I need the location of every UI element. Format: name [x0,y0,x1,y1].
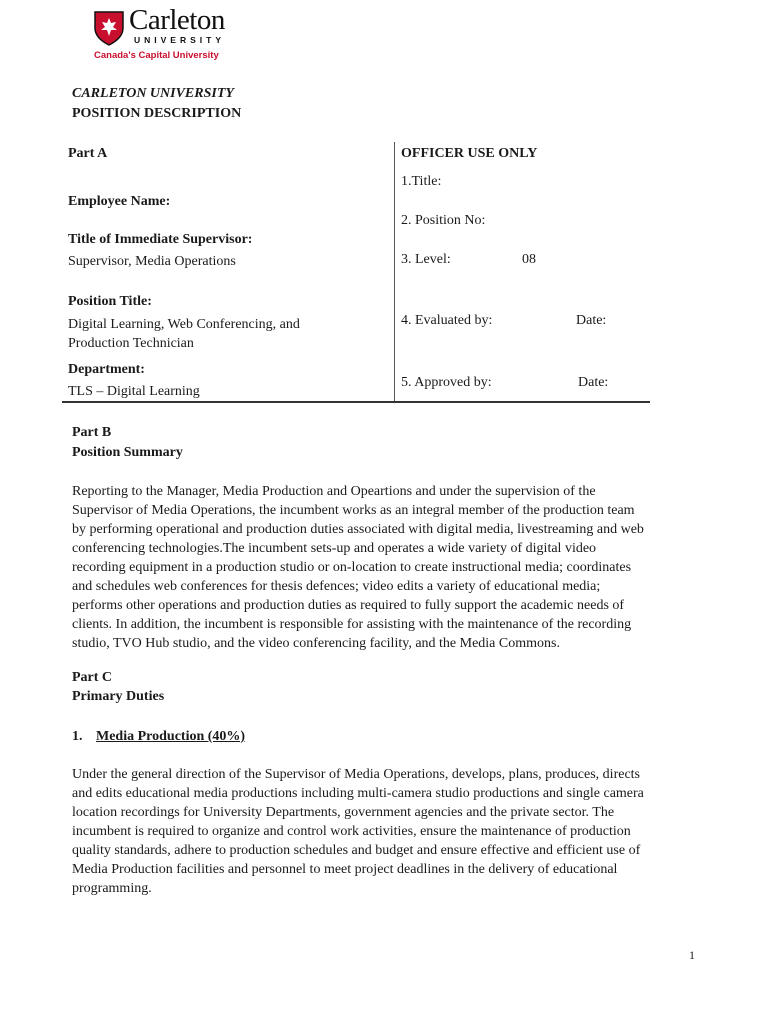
primary-duties-heading: Primary Duties [72,689,165,704]
duty-title: Media Production (40%) [96,729,246,744]
doc-title: POSITION DESCRIPTION [72,106,242,121]
column-divider [394,142,395,401]
duty-line: Media Production facilities and personnel to meet project deadlines in the delivery of educational [72,862,618,877]
carleton-shield-logo-icon [93,10,125,46]
summary-line: performs other operations and production duties as required to fully support the academic needs of [72,598,625,613]
duty-line: incumbent is required to organize and control work activities, ensure the maintenance of production [72,824,631,839]
logo-wordmark: Carleton [129,4,225,36]
employee-name-label: Employee Name: [68,194,171,209]
position-title-label: Position Title: [68,294,152,309]
officer-approved-label: 5. Approved by: [401,375,492,390]
position-summary-heading: Position Summary [72,445,183,460]
summary-line: conferencing technologies.The incumbent sets-up and operates a wide variety of digital video [72,541,597,556]
duty-line: Under the general direction of the Supervisor of Media Operations, develops, plans, produces, directs [72,767,640,782]
officer-level-value: 08 [522,252,536,267]
department-label: Department: [68,362,145,377]
officer-use-heading: OFFICER USE ONLY [401,146,538,161]
officer-level-label: 3. Level: [401,252,451,267]
position-title-line2: Production Technician [68,336,194,351]
page-number: 1 [689,948,695,962]
summary-line: Reporting to the Manager, Media Production and Opeartions and under the supervision of the [72,484,596,499]
part-a-heading: Part A [68,146,108,161]
supervisor-value: Supervisor, Media Operations [68,254,236,269]
department-value: TLS – Digital Learning [68,384,200,399]
duty-line: programming. [72,881,152,896]
officer-position-no-label: 2. Position No: [401,213,486,228]
duty-line: location recordings for University Departments, government agencies and the private sector. The [72,805,615,820]
summary-line: studio, TVO Hub studio, and the video conferencing facility, and the Media Commons. [72,636,560,651]
summary-line: by performing operational and production duties associated with digital media, livestreaming and web [72,522,644,537]
officer-approved-date-label: Date: [578,375,609,390]
section-rule [62,401,650,403]
summary-line: recording equipment in a production studio or on-location to create instructional media; coordinates [72,560,632,575]
part-b-heading: Part B [72,425,112,440]
media-production-paragraph [72,765,697,898]
duty-number: 1. [72,729,83,744]
officer-evaluated-date-label: Date: [576,313,607,328]
logo-tagline: Canada's Capital University [94,50,219,61]
officer-title-label: 1.Title: [401,174,442,189]
position-title-line1: Digital Learning, Web Conferencing, and [68,317,300,332]
summary-line: and schedules web conferences for thesis defences; video edits a variety of educational media; [72,579,601,594]
duty-line: and edits educational media productions including multi-camera studio productions and single camera [72,786,644,801]
duty-line: quality standards, adhere to production schedules and budget and ensure effective and efficient use of [72,843,641,858]
doc-header-university: CARLETON UNIVERSITY [72,86,234,101]
summary-line: Supervisor of Media Operations, the incumbent works as an integral member of the production team [72,503,635,518]
part-c-heading: Part C [72,670,113,685]
position-summary-paragraph [72,482,697,653]
officer-evaluated-label: 4. Evaluated by: [401,313,493,328]
logo-university: UNIVERSITY [134,35,226,45]
summary-line: clients. In addition, the incumbent is responsible for assisting with the maintenance of the recording [72,617,632,632]
supervisor-label: Title of Immediate Supervisor: [68,232,253,247]
